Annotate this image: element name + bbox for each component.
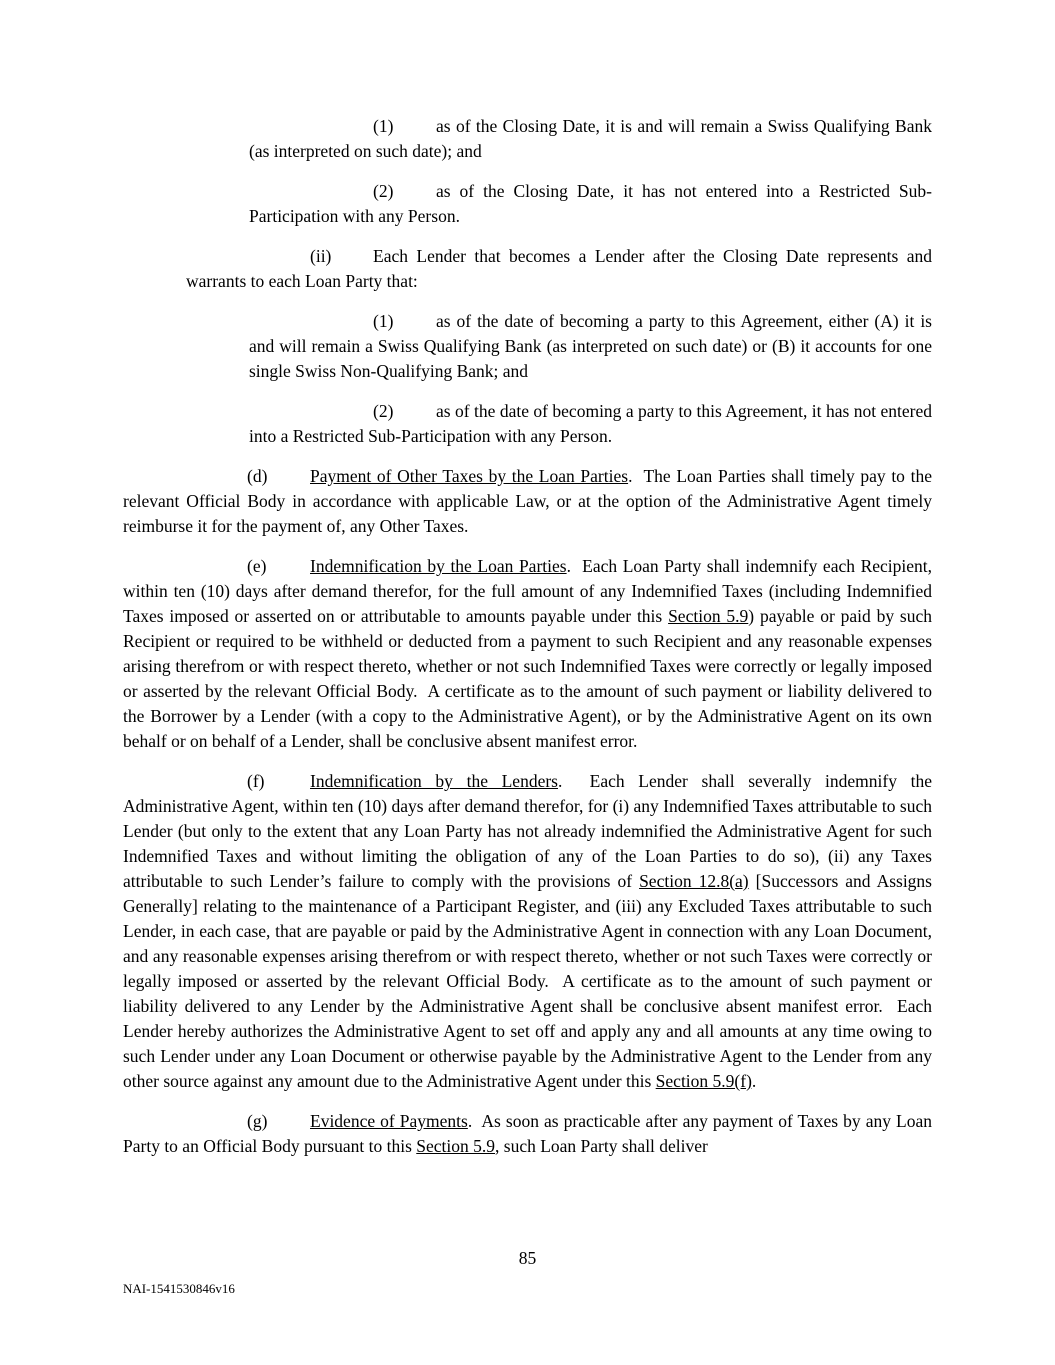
list-label: (d) [247, 466, 268, 486]
underlined-text: Indemnification by the Loan Parties [310, 556, 567, 576]
paragraph-4-2 [249, 399, 932, 449]
document-id-footer: NAI-1541530846v16 [123, 1281, 235, 1296]
underlined-text: Section 12.8(a) [639, 871, 749, 891]
body-text: as of the date of becoming a party to this Agreement, it has not entered into a Restricted Sub-Participation with any Person. [249, 401, 932, 446]
underlined-text: Payment of Other Taxes by the Loan Parties [310, 466, 629, 486]
list-label: (1) [373, 116, 394, 136]
paragraph-0-1 [249, 114, 932, 164]
body-text: . Each Loan Party shall indemnify each Recipient, within ten (10) days after demand therefor, for the full amount of any Indemnified Taxes (including Indemnified Taxes imposed or asserted on or attributable to amounts payable under this [123, 556, 933, 626]
body-text: . Each Lender shall severally indemnify the Administrative Agent, within ten (10) days after demand therefor, for (i) any Indemnified Taxes attributable to such Lender (but only to the extent that any Loan Party has not already indemnified the Administrative Agent for such Indemnified Taxes and without limiting the obligation of any of the Loan Parties to do so), (ii) any Taxes attributable to such Lender’s failure to comply with the provisions of [123, 771, 932, 891]
list-label: (2) [373, 401, 394, 421]
paragraph-7-f [123, 769, 932, 1094]
paragraph-2-ii [186, 244, 932, 294]
body-text: . As soon as practicable after any payment of Taxes by any Loan Party to an Official Body pursuant to this [123, 1111, 933, 1156]
underlined-text: Section 5.9 [668, 606, 749, 626]
list-label: (f) [247, 771, 265, 791]
body-text: [Successors and Assigns Generally] relating to the maintenance of a Participant Register, and (iii) any Excluded Taxes attributable to such Lender, in each case, that are payable or paid by the Administrative Agent in connection with any Loan Document, and any reasonable expenses arising therefrom or with respect thereto, whether or not such Taxes were correctly or legally imposed or asserted by the relevant Official Body. A certificate as to the amount of such payment or liability delivered to any Lender by the Administrative Agent shall be conclusive absent manifest error. Each Lender hereby authorizes the Administrative Agent to set off and apply any and all amounts at any time owing to such Lender under any Loan Document or otherwise payable by the Administrative Agent to the Lender from any other source against any amount due to the Administrative Agent under this [123, 871, 932, 1091]
underlined-text: Section 5.9(f) [655, 1071, 752, 1091]
paragraph-1-2 [249, 179, 932, 229]
paragraph-5-d [123, 464, 932, 539]
body-text: ) payable or paid by such Recipient or required to be withheld or deducted from a payment to such Recipient and any reasonable expenses arising therefrom or with respect thereto, whether or not such Indemnified Taxes were correctly or legally imposed or asserted by the relevant Official Body. A certificate as to the amount of such payment or liability delivered to the Borrower by a Lender (with a copy to the Administrative Agent), or by the Administrative Agent on its own behalf or on behalf of a Lender, shall be conclusive absent manifest error. [123, 606, 933, 751]
paragraph-8-g [123, 1109, 932, 1159]
underlined-text: Section 5.9 [416, 1136, 496, 1156]
list-label: (1) [373, 311, 394, 331]
underlined-text: Indemnification by the Lenders [310, 771, 558, 791]
list-label: (g) [247, 1111, 268, 1131]
paragraph-3-1 [249, 309, 932, 384]
document-body [123, 114, 932, 1174]
body-text: Each Lender that becomes a Lender after the Closing Date represents and warrants to each Loan Party that: [186, 246, 932, 291]
body-text: . [751, 1071, 757, 1091]
list-label: (2) [373, 181, 394, 201]
body-text: as of the Closing Date, it is and will remain a Swiss Qualifying Bank (as interpreted on such date); and [249, 116, 932, 161]
paragraph-6-e [123, 554, 932, 754]
body-text: as of the date of becoming a party to this Agreement, either (A) it is and will remain a Swiss Qualifying Bank (as interpreted on such date) or (B) it accounts for one single Swiss Non-Qualifying Bank; and [249, 311, 932, 381]
body-text: . The Loan Parties shall timely pay to the relevant Official Body in accordance with applicable Law, or at the option of the Administrative Agent timely reimburse it for the payment of, any Other Taxes. [123, 466, 932, 536]
underlined-text: Evidence of Payments [310, 1111, 468, 1131]
list-label: (e) [247, 556, 267, 576]
body-text: , such Loan Party shall deliver [495, 1136, 708, 1156]
body-text: as of the Closing Date, it has not entered into a Restricted Sub-Participation with any Person. [249, 181, 932, 226]
list-label: (ii) [310, 246, 332, 266]
page-number: 85 [518, 1248, 537, 1268]
